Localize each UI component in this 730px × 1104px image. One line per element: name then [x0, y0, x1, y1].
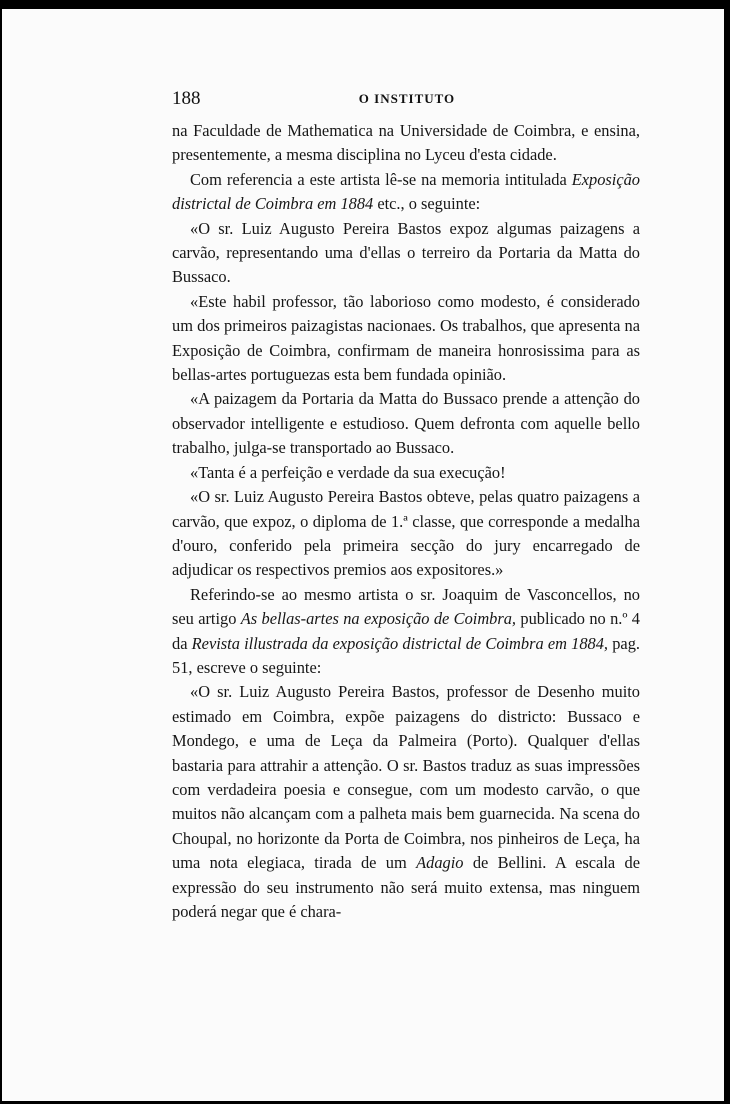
italic-title: Exposição districtal de Coimbra em 1884	[172, 169, 640, 214]
body-text	[172, 119, 640, 924]
text-segment: de Bellini. A escala de expressão do seu instrumento não será muito extensa, mas ninguem poderá negar que é chara-	[172, 853, 640, 921]
text-segment: pag. 51, escreve o seguinte:	[172, 633, 640, 677]
scan-border-right	[724, 0, 730, 1104]
paragraph	[172, 290, 640, 388]
text-segment: «Tanta é a perfeição e verdade da sua execução!	[190, 462, 506, 482]
italic-title: Adagio	[416, 853, 464, 873]
page-header	[172, 88, 642, 108]
text-segment: etc., o seguinte:	[373, 194, 481, 214]
italic-title: As bellas-artes na exposição de Coimbra,	[240, 609, 517, 629]
text-segment: «O sr. Luiz Augusto Pereira Bastos obteve, pelas quatro paizagens a carvão, que expoz, o diploma de 1.ª classe, que corresponde a medalha d'ouro, conferido pela primeira secção do jury encarregado de adjudicar os respectivos premios aos expositores.»	[172, 487, 640, 580]
text-segment: publicado no n.º 4 da	[172, 609, 640, 653]
page-number: 188	[172, 88, 201, 109]
paragraph	[172, 485, 640, 583]
text-segment: «Este habil professor, tão laborioso como modesto, é considerado um dos primeiros paizagistas nacionaes. Os trabalhos, que apresenta na Exposição de Coimbra, confirmam de maneira honrosissima para as bellas-artes portuguezas esta bem fundada opinião.	[172, 291, 640, 385]
scan-border-top	[0, 0, 730, 9]
paragraph	[172, 119, 640, 168]
text-segment: Referindo-se ao mesmo artista o sr. Joaquim de Vasconcellos, no seu artigo	[172, 584, 640, 629]
text-segment: na Faculdade de Mathematica na Universidade de Coimbra, e ensina, presentemente, a mesma disciplina no Lyceu d'esta cidade.	[172, 121, 640, 165]
paragraph	[172, 680, 640, 924]
running-title: O INSTITUTO	[358, 91, 456, 106]
paragraph	[172, 217, 640, 290]
text-segment: «O sr. Luiz Augusto Pereira Bastos expoz algumas paizagens a carvão, representando uma d'ellas o terreiro da Portaria da Matta do Bussaco.	[172, 218, 640, 287]
text-segment: Com referencia a este artista lê-se na memoria intitulada	[190, 169, 572, 189]
paragraph	[172, 168, 640, 217]
paragraph	[172, 461, 640, 485]
text-segment: «O sr. Luiz Augusto Pereira Bastos, professor de Desenho muito estimado em Coimbra, expõe paizagens do districto: Bussaco e Mondego, e uma de Leça da Palmeira (Porto). Qualquer d'ellas bastaria para attrahir a attenção. O sr. Bastos traduz as suas impressões com verdadeira poesia e consegue, com um modesto carvão, o que muitos não alcançam com a palheta mais bem guarnecida. Na scena do Choupal, no horizonte da Porta de Coimbra, nos pinheiros de Leça, ha uma nota elegiaca, tirada de um	[172, 682, 640, 873]
scan-border-left	[0, 0, 2, 1104]
paragraph	[172, 583, 640, 681]
paragraph	[172, 387, 640, 460]
italic-title: Revista illustrada da exposição districtal de Coimbra em 1884,	[191, 633, 609, 653]
text-segment: «A paizagem da Portaria da Matta do Bussaco prende a attenção do observador intelligente e estudioso. Quem defronta com aquelle bello trabalho, julga-se transportado ao Bussaco.	[172, 389, 640, 458]
